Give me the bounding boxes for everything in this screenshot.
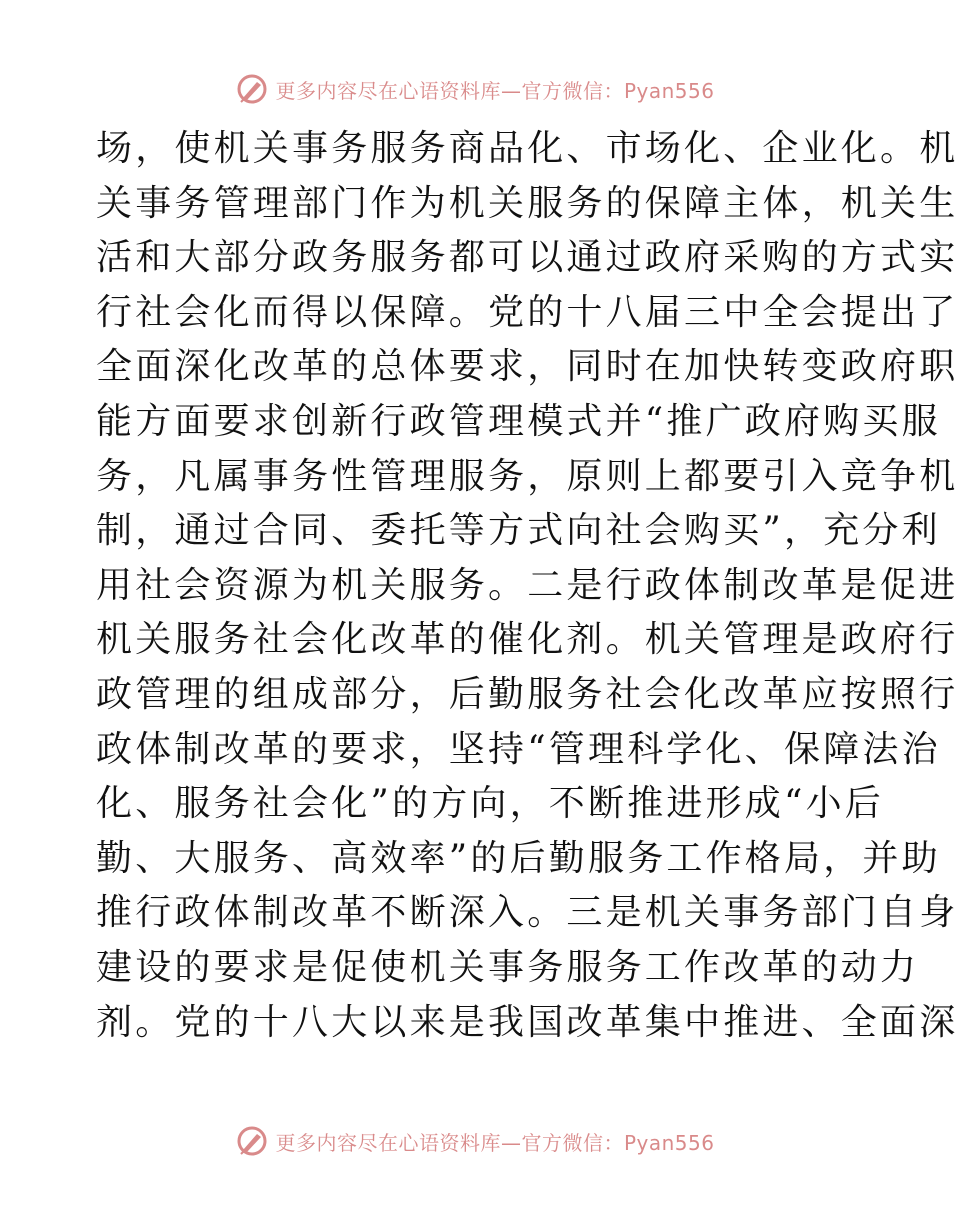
text-line: 活和大部分政务服务都可以通过政府采购的方式实 [96, 237, 958, 279]
text-line: 场，使机关事务服务商品化、市场化、企业化。机 [96, 128, 958, 169]
footer-banner-text: 更多内容尽在心语资料库—官方微信：Pyan556 [275, 1130, 715, 1155]
text-line: 政管理的组成部分，后勤服务社会化改革应按照行 [96, 673, 958, 715]
text-line: 全面深化改革的总体要求，同时在加快转变政府职 [96, 346, 958, 388]
text-line: 务，凡属事务性管理服务，原则上都要引入竞争机 [96, 455, 958, 497]
text-line: 用社会资源为机关服务。二是行政体制改革是促进 [96, 564, 958, 606]
text-line: 行社会化而得以保障。党的十八届三中全会提出了 [96, 291, 958, 333]
text-line: 建设的要求是促使机关事务服务工作改革的动力 [96, 946, 920, 988]
text-line: 制，通过合同、委托等方式向社会购买”，充分利 [96, 510, 941, 552]
text-line: 勤、大服务、高效率”的后勤服务工作格局，并助 [96, 837, 941, 879]
page-header-banner [0, 72, 950, 106]
text-line: 关事务管理部门作为机关服务的保障主体，机关生 [96, 182, 958, 224]
document-body [96, 122, 958, 1050]
text-line: 化、服务社会化”的方向，不断推进形成“小后 [96, 783, 885, 825]
page-footer-banner [0, 1124, 950, 1158]
pen-swirl-logo-icon [235, 72, 269, 106]
pen-swirl-logo-icon [235, 1124, 269, 1158]
text-line: 剂。党的十八大以来是我国改革集中推进、全面深 [96, 1001, 958, 1043]
header-banner-text: 更多内容尽在心语资料库—官方微信：Pyan556 [275, 78, 715, 103]
text-line: 政体制改革的要求，坚持“管理科学化、保障法治 [96, 728, 941, 770]
text-line: 推行政体制改革不断深入。三是机关事务部门自身 [96, 892, 958, 934]
text-line: 能方面要求创新行政管理模式并“推广政府购买服 [96, 400, 941, 442]
text-line: 机关服务社会化改革的催化剂。机关管理是政府行 [96, 619, 958, 661]
